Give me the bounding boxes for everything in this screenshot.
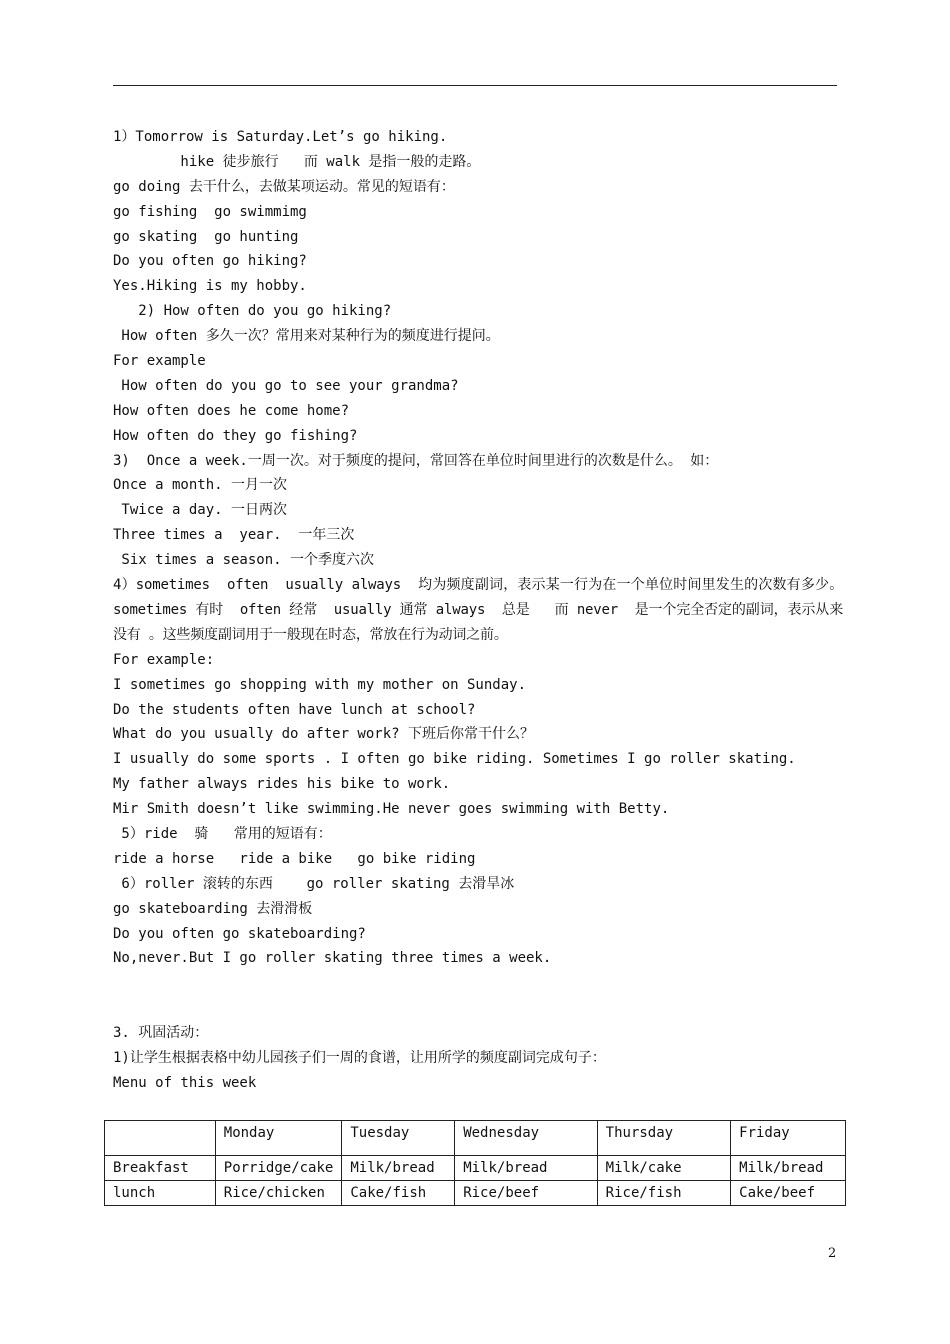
text-line: go skating go hunting bbox=[113, 228, 299, 245]
blank-line bbox=[113, 971, 843, 996]
text-line: Yes.Hiking is my hobby. bbox=[113, 278, 307, 295]
text-line: 1）Tomorrow is Saturday.Let’s go hiking. bbox=[113, 129, 448, 145]
text-line: My father always rides his bike to work. bbox=[113, 776, 451, 793]
section-heading: 3. 巩固活动： bbox=[113, 1025, 209, 1042]
text-line: 1)让学生根据表格中幼儿园孩子们一周的食谱，让用所学的频度副词完成句子： bbox=[113, 1050, 606, 1066]
table-cell: Milk/bread bbox=[342, 1156, 455, 1181]
page-number: 2 bbox=[828, 1246, 837, 1261]
text-line: Do you often go hiking? bbox=[113, 253, 307, 270]
table-cell: Cake/beef bbox=[731, 1181, 846, 1206]
table-header-cell: Friday bbox=[731, 1121, 846, 1156]
table-cell: Milk/cake bbox=[597, 1156, 730, 1181]
table-cell: Rice/chicken bbox=[215, 1181, 342, 1206]
table-header-row bbox=[105, 1121, 846, 1156]
table-header-cell bbox=[105, 1121, 216, 1156]
text-line: Twice a day. 一日两次 bbox=[113, 502, 288, 519]
table-cell: Breakfast bbox=[105, 1156, 216, 1181]
text-line: Do you often go skateboarding? bbox=[113, 925, 366, 942]
text-line: For example: bbox=[113, 651, 215, 668]
table-cell: Cake/fish bbox=[342, 1181, 455, 1206]
text-line: No,never.But I go roller skating three times a week. bbox=[113, 950, 552, 967]
text-line: How often do they go fishing? bbox=[113, 427, 358, 444]
table-cell: Rice/fish bbox=[597, 1181, 730, 1206]
table-cell: lunch bbox=[105, 1181, 216, 1206]
table-header-cell: Wednesday bbox=[455, 1121, 597, 1156]
text-line: Three times a year. 一年三次 bbox=[113, 527, 355, 544]
table-cell: Milk/bread bbox=[455, 1156, 597, 1181]
table-cell: Milk/bread bbox=[731, 1156, 846, 1181]
text-line: Six times a season. 一个季度六次 bbox=[113, 552, 375, 569]
table-row bbox=[105, 1181, 846, 1206]
text-line: 3) Once a week.一周一次。对于频度的提问，常回答在单位时间里进行的次数是什么。 如： bbox=[113, 452, 719, 469]
table-header-cell: Monday bbox=[215, 1121, 342, 1156]
text-line: 5）ride 骑 常用的短语有： bbox=[113, 825, 332, 842]
lesson-notes bbox=[113, 125, 843, 1096]
table-cell: Porridge/cake bbox=[215, 1156, 342, 1181]
text-line: I usually do some sports . I often go bike riding. Sometimes I go roller skating. bbox=[113, 751, 796, 768]
text-line: go doing 去干什么，去做某项运动。常见的短语有： bbox=[113, 178, 455, 195]
table-row bbox=[105, 1156, 846, 1181]
text-line: How often do you go to see your grandma? bbox=[113, 377, 459, 394]
text-line: Once a month. 一月一次 bbox=[113, 477, 288, 494]
text-line: For example bbox=[113, 353, 206, 370]
table-caption: Menu of this week bbox=[113, 1074, 257, 1091]
table-header-cell: Tuesday bbox=[342, 1121, 455, 1156]
text-line: Do the students often have lunch at school? bbox=[113, 701, 476, 718]
weekly-menu-table bbox=[104, 1120, 846, 1206]
blank-line bbox=[113, 996, 843, 1021]
text-line: What do you usually do after work? 下班后你常干什么？ bbox=[113, 726, 535, 743]
table-header-cell: Thursday bbox=[597, 1121, 730, 1156]
text-line: 6）roller 滚转的东西 go roller skating 去滑旱冰 bbox=[113, 875, 515, 892]
text-line: go skateboarding 去滑滑板 bbox=[113, 900, 313, 917]
text-line: I sometimes go shopping with my mother on Sunday. bbox=[113, 676, 527, 693]
text-line: Mir Smith doesn’t like swimming.He never goes swimming with Betty. bbox=[113, 801, 670, 818]
text-line: hike 徒步旅行 而 walk 是指一般的走路。 bbox=[113, 153, 481, 170]
header-rule bbox=[113, 85, 837, 86]
text-line: 2) How often do you go hiking? bbox=[113, 303, 392, 320]
text-line: go fishing go swimmimg bbox=[113, 203, 307, 220]
frequency-adverbs-paragraph: 4）sometimes often usually always 均为频度副词，表示某一行为在一个单位时间里发生的次数有多少。sometimes 有时 often 经常 usually 通常 always 总是 而 never 是一个完全否定的副词，表示从来没有 。这些频度副词用于一般现在时态，常放在行为动词之前。 bbox=[113, 577, 843, 643]
text-line: ride a horse ride a bike go bike riding bbox=[113, 850, 476, 867]
text-line: How often does he come home? bbox=[113, 402, 350, 419]
text-line: How often 多久一次？常用来对某种行为的频度进行提问。 bbox=[113, 328, 500, 345]
table-cell: Rice/beef bbox=[455, 1181, 597, 1206]
